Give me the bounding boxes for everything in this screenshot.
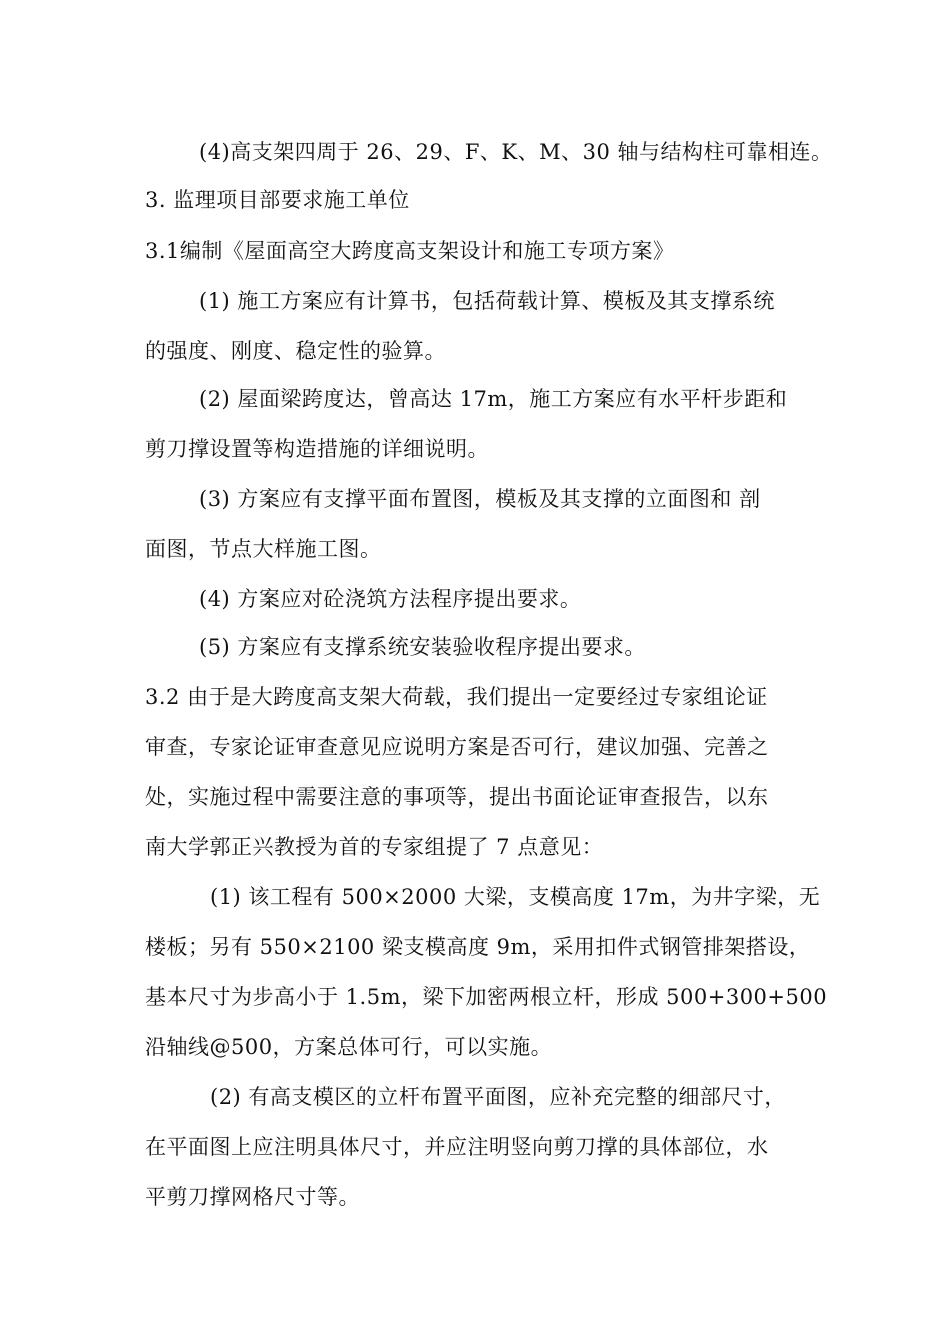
text-line: 剪刀撑设置等构造措施的详细说明。	[145, 437, 489, 461]
text-line: (4)高支架四周于 26、29、F、K、M、30 轴与结构柱可靠相连。	[199, 140, 833, 164]
text-line: (1) 施工方案应有计算书，包括荷载计算、模板及其支撑系统	[199, 289, 775, 313]
subsection-heading: 3.1编制《屋面高空大跨度高支架设计和施工专项方案》	[145, 239, 675, 263]
text-line: (3) 方案应有支撑平面布置图，模板及其支撑的立面图和 剖	[199, 487, 761, 511]
text-line: 的强度、刚度、稳定性的验算。	[145, 339, 446, 363]
text-line: 在平面图上应注明具体尺寸，并应注明竖向剪刀撑的具体部位，水	[145, 1135, 769, 1159]
text-line: (2) 有高支模区的立杆布置平面图，应补充完整的细部尺寸，	[210, 1085, 786, 1109]
text-line: 沿轴线@500，方案总体可行，可以实施。	[145, 1035, 553, 1059]
text-line: 处，实施过程中需要注意的事项等，提出书面论证审查报告，以东	[145, 785, 769, 809]
text-line: 南大学郭正兴教授为首的专家组提了 7 点意见：	[145, 835, 604, 859]
text-line: 基本尺寸为步高小于 1.5m，梁下加密两根立杆，形成 500+300+500	[145, 985, 828, 1009]
section-heading: 3. 监理项目部要求施工单位	[145, 188, 410, 212]
text-line: 3.2 由于是大跨度高支架大荷载，我们提出一定要经过专家组论证	[145, 685, 768, 709]
text-line: (4) 方案应对砼浇筑方法程序提出要求。	[199, 587, 582, 611]
text-line: 面图，节点大样施工图。	[145, 537, 382, 561]
text-line: (5) 方案应有支撑系统安装验收程序提出要求。	[199, 635, 646, 659]
text-line: (2) 屋面梁跨度达，曾高达 17m，施工方案应有水平杆步距和	[199, 387, 788, 411]
text-line: (1) 该工程有 500×2000 大梁，支模高度 17m，为井字梁，无	[210, 885, 821, 909]
text-line: 楼板；另有 550×2100 梁支模高度 9m，采用扣件式钢管排架搭设，	[145, 935, 811, 959]
text-line: 平剪刀撑网格尺寸等。	[145, 1185, 360, 1209]
text-line: 审查，专家论证审查意见应说明方案是否可行，建议加强、完善之	[145, 735, 769, 759]
